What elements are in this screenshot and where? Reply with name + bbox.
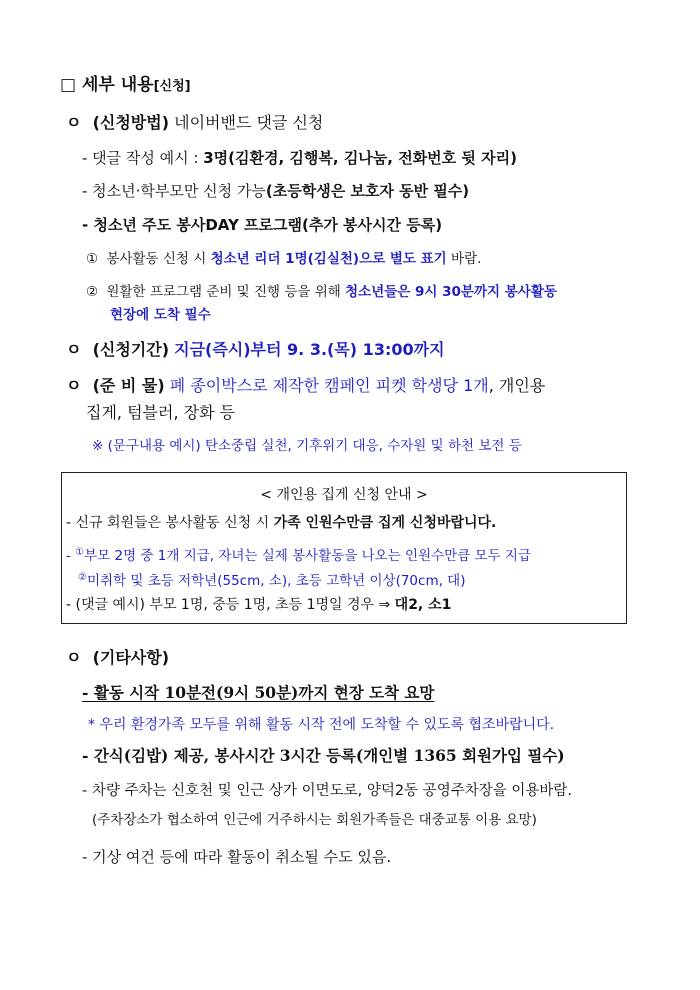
apply-period-text: 지금(즉시)부터 9. 3.(목) 13:00까지 [174,340,445,359]
apply-method-heading [66,113,323,133]
weather-text: - 기상 여건 등에 따라 활동이 취소될 수도 있음. [82,848,392,866]
others-heading [66,648,169,668]
supplies-rest: , 개인용 [488,376,546,395]
comment-example-prefix: - 댓글 작성 예시 : [82,149,204,167]
tongs-line1-bold: 가족 인원수만큼 집게 신청바랍니다. [273,515,497,531]
youth-program-text: - 청소년 주도 봉사DAY 프로그램(추가 봉사시간 등록) [82,216,443,234]
supplies-note-text: ※ (문구내용 예시) 탄소중립 실천, 기후위기 대응, 수자원 및 하천 보전 등 [92,438,522,454]
apply-method-bullet: ㅇ [66,113,82,132]
apply-method-label: (신청방법) [92,113,170,132]
arrival-note-pre: 원활한 프로그램 준비 및 진행 등을 위해 [106,284,346,300]
tongs-line1-pre: - 신규 회원들은 봉사활동 신청 시 [66,515,274,531]
supplies-bullet: ㅇ [66,376,82,395]
supplies-label: (준 비 물) [92,376,165,395]
arrival-note-cont [110,305,211,325]
others-bullet: ㅇ [66,648,82,667]
apply-period-bullet: ㅇ [66,340,82,359]
arrival-note-bold2: 현장에 도착 필수 [110,307,211,323]
leader-note [86,249,481,269]
arrival-note-line [88,715,554,735]
youth-only-bold: (초등학생은 보호자 동반 필수) [265,182,470,200]
tongs-line4-bold: 대2, 소1 [394,597,452,613]
comment-example [82,148,517,168]
weather-line [82,847,391,867]
apply-period-label: (신청기간) [92,340,170,359]
apply-method-text: 네이버밴드 댓글 신청 [174,113,324,132]
tongs-line3 [78,568,465,591]
parking-text: - 차량 주차는 신호천 및 인근 상가 이면도로, 양덕2동 공영주차장을 이용바람. [82,783,572,799]
tongs-line1 [66,513,496,533]
supplies-blue-text: 폐 종이박스로 제작한 캠페인 피켓 학생당 1개 [169,376,489,395]
parking-line [82,781,572,801]
supplies-note [92,436,522,456]
supplies [66,376,545,396]
section-title [60,74,191,98]
tongs-line2 [66,543,531,566]
tongs-line3-text: 미취학 및 초등 저학년(55cm, 소), 초등 고학년 이상(70cm, 대) [86,573,466,589]
tongs-box-title-text: < 개인용 집게 신청 안내 > [260,487,428,503]
arrival-note-text: * 우리 환경가족 모두를 위해 활동 시작 전에 도착할 수 있도록 협조바랍니다. [88,717,555,733]
youth-program [82,215,442,235]
tongs-line2-dash: - [66,548,76,564]
tongs-line4-pre: - (댓글 예시) 부모 1명, 중등 1명, 초등 1명일 경우 ⇒ [66,597,395,613]
arrival-note-num: ② [86,284,99,300]
supplies-line2 [86,403,235,423]
tongs-line2-text: 부모 2명 중 1개 지급, 자녀는 실제 봉사활동을 나오는 인원수만큼 모두 지급 [84,548,532,564]
snack-line [82,746,565,766]
leader-note-bold: 청소년 리더 1명(김실천)으로 별도 표기 [210,251,447,267]
arrival-note-bold: 청소년들은 9시 30분까지 봉사활동 [345,284,557,300]
tongs-line4 [66,595,451,615]
arrival-line [82,683,434,703]
tongs-box-title [61,485,627,505]
leader-note-pre: 봉사활동 신청 시 [106,251,211,267]
snack-text: - 간식(김밥) 제공, 봉사시간 3시간 등록(개인별 1365 회원가입 필수) [82,746,565,765]
arrival-text: - 활동 시작 10분전(9시 50분)까지 현장 도착 요망 [82,683,435,702]
supplies-line2-text: 집게, 텀블러, 장화 등 [86,403,236,422]
section-title-suffix: [신청] [153,79,191,94]
youth-only-prefix: - 청소년·학부모만 신청 가능 [82,182,266,200]
youth-only-note [82,181,469,201]
tongs-line3-num: ② [78,572,87,583]
tongs-line2-num: ① [75,547,85,558]
parking-note-line [92,810,537,830]
apply-period [66,340,445,360]
arrival-requirement-note [86,282,557,302]
parking-note-text: (주차장소가 협소하여 인근에 거주하시는 회원가족들은 대중교통 이용 요망) [92,812,537,828]
leader-note-post: 바람. [446,251,482,267]
section-title-text: 세부 내용 [81,75,154,95]
comment-example-bold: 3명(김환경, 김행복, 김나눔, 전화번호 뒷 자리) [203,149,517,167]
section-marker: □ [60,75,77,95]
others-label: (기타사항) [92,648,170,667]
leader-note-num: ① [86,251,99,267]
